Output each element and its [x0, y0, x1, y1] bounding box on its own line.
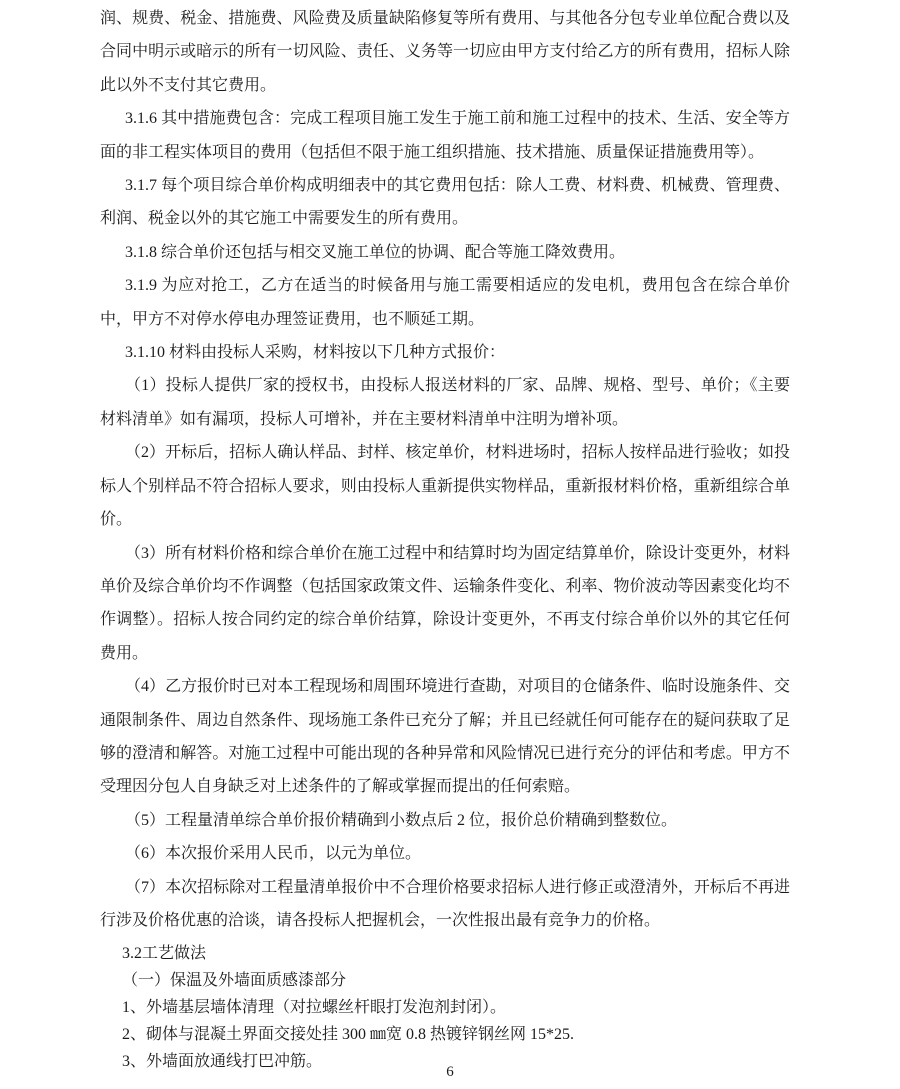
clause-3-1-7: 3.1.7 每个项目综合单价构成明细表中的其它费用包括：除人工费、材料费、机械费、管理费、利润、税金以外的其它施工中需要发生的所有费用。 — [100, 177, 790, 228]
clause-3-1-9: 3.1.9 为应对抢工，乙方在适当的时候备用与施工需要相适应的发电机，费用包含在综合单价中，甲方不对停水停电办理签证费用，也不顺延工期。 — [100, 277, 790, 328]
craft-item-2: 2、砌体与混凝土界面交接处挂 300 ㎜宽 0.8 热镀锌钢丝网 15*25. — [122, 1026, 575, 1044]
clause-3-1-8: 3.1.8 综合单价还包括与相交叉施工单位的协调、配合等施工降效费用。 — [125, 243, 626, 261]
clause-item-6: （6）本次报价采用人民币，以元为单位。 — [125, 845, 422, 863]
clause-item-1: （1）投标人提供厂家的授权书，由投标人报送材料的厂家、品牌、规格、型号、单价；《主要材料清单》如有漏项，投标人可增补，并在主要材料清单中注明为增补项。 — [100, 377, 790, 428]
clause-item-4: （4）乙方报价时已对本工程现场和周围环境进行查勘，对项目的仓储条件、临时设施条件、交通限制条件、周边自然条件、现场施工条件已充分了解；并且已经就任何可能存在的疑问获取了足够的澄清和解答。对施工过程中可能出现的各种异常和风险情况已进行充分的评估和考虑。甲方不受理因分包人自身缺乏对上述条件的了解或掌握而提出的任何索赔。 — [100, 678, 790, 796]
clause-item-2: （2）开标后，招标人确认样品、封样、核定单价，材料进场时，招标人按样品进行验收；如投标人个别样品不符合招标人要求，则由投标人重新提供实物样品，重新报材料价格，重新组综合单价。 — [100, 444, 790, 529]
page-number: 6 — [446, 1064, 454, 1080]
craft-item-3: 3、外墙面放通线打巴冲筋。 — [122, 1053, 323, 1071]
clause-item-5: （5）工程量清单综合单价报价精确到小数点后 2 位，报价总价精确到整数位。 — [125, 811, 678, 829]
clause-item-3: （3）所有材料价格和综合单价在施工过程中和结算时均为固定结算单价，除设计变更外，材料单价及综合单价均不作调整（包括国家政策文件、运输条件变化、利率、物价波动等因素变化均不作调整）。招标人按合同约定的综合单价结算，除设计变更外，不再支付综合单价以外的其它任何费用。 — [100, 544, 790, 662]
clause-item-7: （7）本次招标除对工程量清单报价中不合理价格要求招标人进行修正或澄清外，开标后不再进行涉及价格优惠的洽谈，请各投标人把握机会，一次性报出最有竞争力的价格。 — [100, 878, 790, 929]
paragraph-continued: 润、规费、税金、措施费、风险费及质量缺陷修复等所有费用、与其他各分包专业单位配合费以及合同中明示或暗示的所有一切风险、责任、义务等一切应由甲方支付给乙方的所有费用，招标人除此以外不支付其它费用。 — [100, 10, 790, 94]
craft-item-1: 1、外墙基层墙体清理（对拉螺丝杆眼打发泡剂封闭）。 — [122, 999, 507, 1017]
craft-section-subheading: （一）保温及外墙面质感漆部分 — [122, 972, 347, 990]
clause-3-1-6: 3.1.6 其中措施费包含：完成工程项目施工发生于施工前和施工过程中的技术、生活、安全等方面的非工程实体项目的费用（包括但不限于施工组织措施、技术措施、质量保证措施费用等）。 — [100, 110, 790, 161]
craft-section-heading: 3.2工艺做法 — [122, 945, 207, 963]
craft-method-section — [100, 940, 790, 1075]
clause-3-1-10: 3.1.10 材料由投标人采购，材料按以下几种方式报价： — [125, 344, 506, 362]
